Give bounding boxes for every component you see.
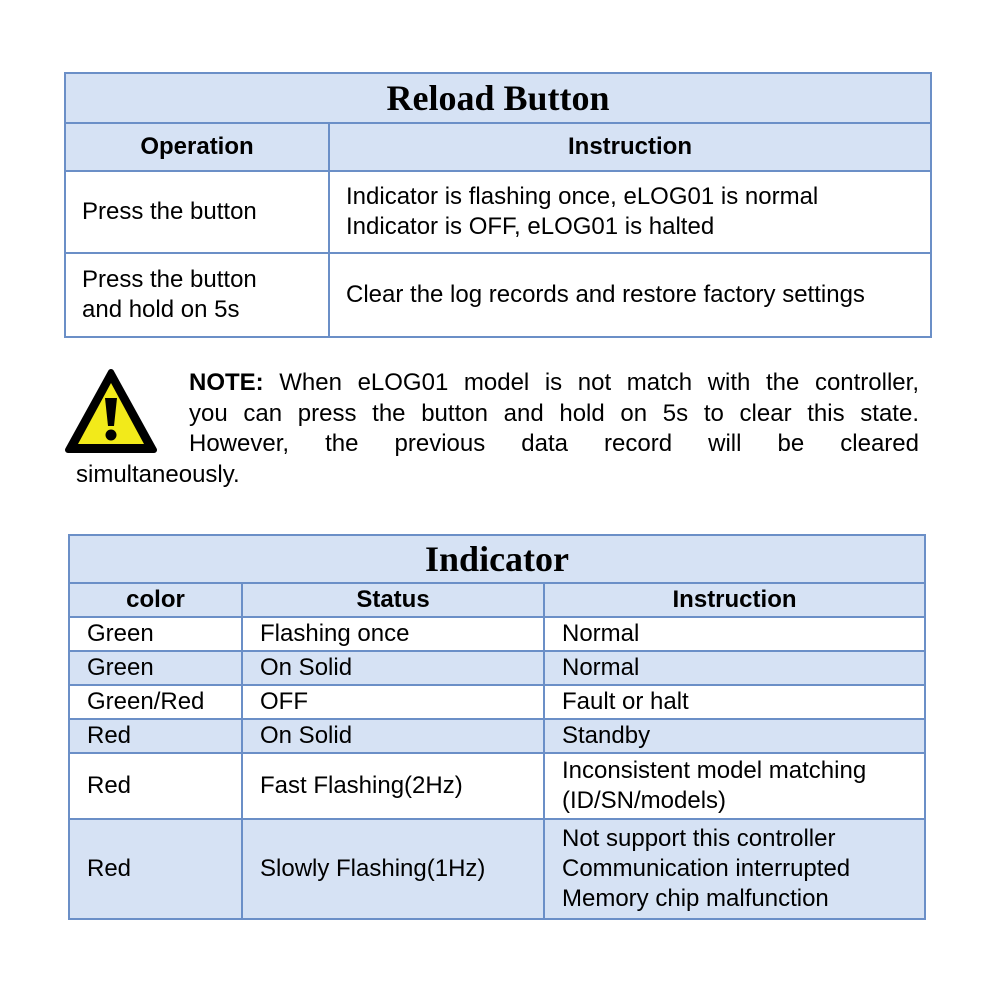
cell-text: Clear the log records and restore factory settings	[346, 281, 865, 308]
table-row	[69, 753, 925, 819]
reload-header-operation: Operation	[65, 123, 329, 171]
table-row	[65, 171, 931, 253]
status-cell: On Solid	[242, 651, 544, 685]
note-text	[76, 368, 919, 490]
cell-text: Press the button	[82, 198, 257, 225]
instruction-cell	[544, 819, 925, 919]
instruction-cell: Normal	[544, 651, 925, 685]
table-row	[69, 685, 925, 719]
indicator-header-instruction: Instruction	[544, 583, 925, 617]
cell-text: Indicator is OFF, eLOG01 is halted	[346, 213, 715, 240]
note-line: simultaneously.	[76, 460, 240, 488]
color-cell: Green	[69, 617, 242, 651]
reload-operation-cell	[65, 253, 329, 337]
indicator-table-title: Indicator	[69, 535, 925, 583]
instruction-cell	[544, 753, 925, 819]
cell-text: Memory chip malfunction	[562, 885, 829, 912]
status-cell: Slowly Flashing(1Hz)	[242, 819, 544, 919]
cell-text: and hold on 5s	[82, 296, 240, 323]
color-cell: Red	[69, 719, 242, 753]
note-line-text: When eLOG01 model is not match with the controller,	[263, 369, 919, 396]
reload-instruction-cell	[329, 171, 931, 253]
table-row	[69, 617, 925, 651]
note-line	[76, 368, 919, 399]
indicator-table	[68, 534, 926, 920]
status-cell: Flashing once	[242, 617, 544, 651]
color-cell: Red	[69, 753, 242, 819]
color-cell: Red	[69, 819, 242, 919]
indicator-header-status: Status	[242, 583, 544, 617]
instruction-cell: Standby	[544, 719, 925, 753]
cell-text: (ID/SN/models)	[562, 787, 727, 814]
cell-text: Not support this controller	[562, 825, 836, 852]
table-row	[65, 253, 931, 337]
note-line: you can press the button and hold on 5s to clear this state.	[189, 399, 919, 427]
status-cell: OFF	[242, 685, 544, 719]
color-cell: Green/Red	[69, 685, 242, 719]
table-row	[69, 819, 925, 919]
reload-instruction-cell	[329, 253, 931, 337]
cell-text: Press the button	[82, 266, 257, 293]
note-line: However, the previous data record will be cleared	[189, 430, 919, 457]
color-cell: Green	[69, 651, 242, 685]
reload-button-table	[64, 72, 932, 338]
reload-header-instruction: Instruction	[329, 123, 931, 171]
instruction-cell: Normal	[544, 617, 925, 651]
status-cell: Fast Flashing(2Hz)	[242, 753, 544, 819]
table-row	[69, 651, 925, 685]
reload-operation-cell	[65, 171, 329, 253]
reload-table-title: Reload Button	[65, 73, 931, 123]
indicator-header-color: color	[69, 583, 242, 617]
status-cell: On Solid	[242, 719, 544, 753]
instruction-cell: Fault or halt	[544, 685, 925, 719]
table-row	[69, 719, 925, 753]
note-label: NOTE:	[189, 369, 264, 396]
cell-text: Indicator is flashing once, eLOG01 is normal	[346, 183, 819, 210]
cell-text: Inconsistent model matching	[562, 757, 867, 784]
cell-text: Communication interrupted	[562, 855, 851, 882]
